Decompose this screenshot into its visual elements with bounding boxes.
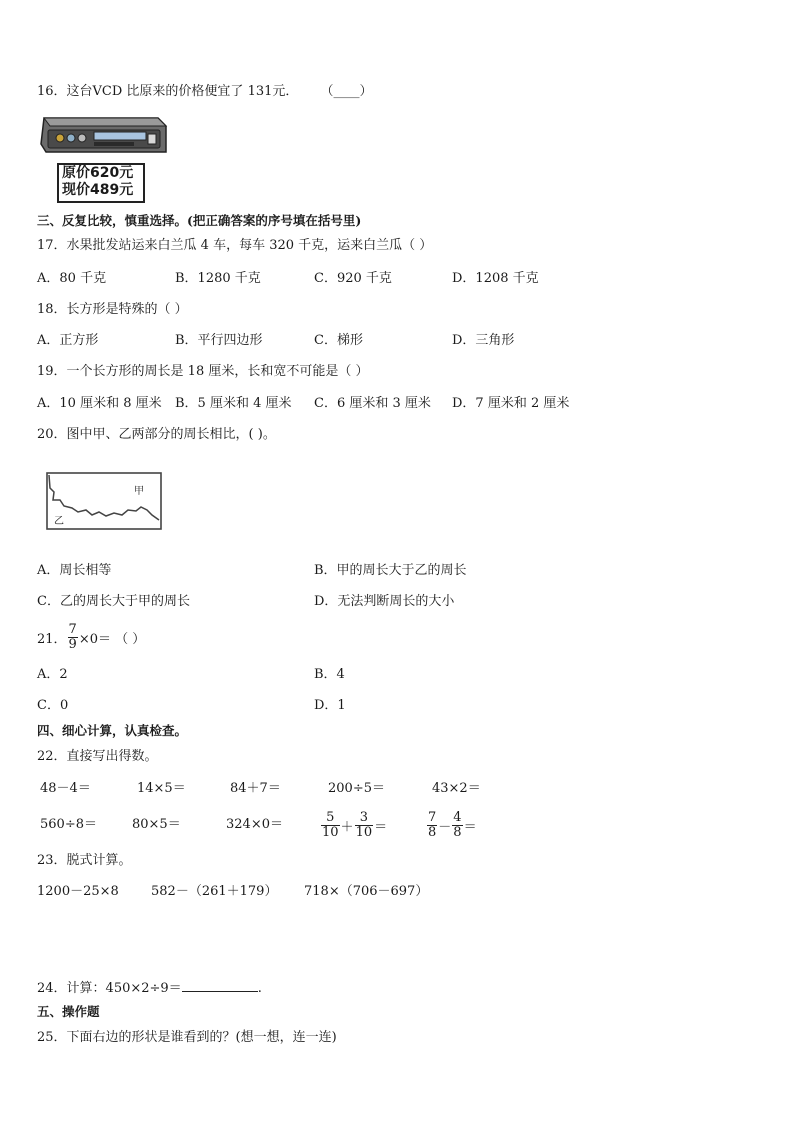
option-18-a[interactable]: A．正方形	[37, 333, 99, 348]
calc-324x0: 324×0＝	[226, 817, 283, 832]
plus-sign: ＋	[340, 819, 354, 835]
question-19-text: 19．一个长方形的周长是 18 厘米，长和宽不可能是（ ）	[37, 364, 369, 379]
section-5-heading: 五、操作题	[37, 1004, 100, 1019]
question-18-text: 18．长方形是特殊的（ ）	[37, 302, 188, 317]
option-21-b[interactable]: B．4	[314, 667, 345, 682]
fraction-3-10: $\frac{3}{10}$	[355, 809, 373, 840]
option-21-d[interactable]: D．1	[314, 698, 346, 713]
question-25-text: 25．下面右边的形状是谁看到的？(想一想，连一连)	[37, 1030, 337, 1045]
fraction-5-10: $\frac{5}{10}$	[322, 809, 339, 840]
question-22-text: 22．直接写出得数。	[37, 749, 158, 764]
price-tag	[57, 163, 145, 203]
expression-23-3: 718×（706－697）	[304, 884, 429, 899]
calc-200/5: 200÷5＝	[328, 781, 385, 796]
current-price: 现价489元	[62, 182, 134, 198]
option-17-b[interactable]: B．1280 千克	[175, 271, 261, 286]
section-4-heading: 四、细心计算，认真检查。	[37, 723, 188, 738]
option-18-d[interactable]: D．三角形	[452, 333, 515, 348]
question-21	[37, 621, 145, 653]
calc-80x5: 80×5＝	[132, 817, 181, 832]
fraction-4-8: $\frac{4}{8}$	[453, 809, 462, 840]
option-18-b[interactable]: B．平行四边形	[175, 333, 263, 348]
option-17-a[interactable]: A．80 千克	[37, 271, 107, 286]
question-20-text: 20．图中甲、乙两部分的周长相比，( )。	[37, 427, 276, 442]
region-jia-label: 甲	[134, 486, 144, 497]
minus-sign: －	[438, 819, 452, 835]
option-19-b[interactable]: B．5 厘米和 4 厘米	[175, 396, 292, 411]
option-20-d[interactable]: D．无法判断周长的大小	[314, 594, 455, 609]
vcd-player-image	[38, 112, 170, 160]
expression-23-2: 582－（261＋179）	[151, 884, 278, 899]
fraction-7-8: $\frac{7}{8}$	[428, 809, 437, 840]
equals-sign: ＝	[374, 819, 388, 835]
option-19-a[interactable]: A．10 厘米和 8 厘米	[37, 396, 162, 411]
section-3-heading: 三、反复比较，慎重选择。(把正确答案的序号填在括号里)	[37, 213, 362, 228]
calc-fraction-difference	[426, 806, 477, 844]
question-16	[37, 84, 373, 100]
calc-560/8: 560÷8＝	[40, 817, 97, 832]
question-23-text: 23．脱式计算。	[37, 853, 132, 868]
original-price: 原价620元	[62, 165, 134, 181]
option-17-d[interactable]: D．1208 千克	[452, 271, 539, 286]
question-24	[37, 978, 262, 997]
question-16-text: 16．这台VCD 比原来的价格便宜了 131元．	[37, 84, 299, 99]
option-18-c[interactable]: C．梯形	[314, 333, 363, 348]
option-21-c[interactable]: C．0	[37, 698, 69, 713]
calc-48-4: 48－4＝	[40, 781, 91, 796]
calc-43x2: 43×2＝	[432, 781, 481, 796]
expression-23-1: 1200－25×8	[37, 884, 119, 899]
option-20-c[interactable]: C．乙的周长大于甲的周长	[37, 594, 190, 609]
option-17-c[interactable]: C．920 千克	[314, 271, 392, 286]
region-yi-label: 乙	[54, 516, 64, 527]
calc-14x5: 14×5＝	[137, 781, 186, 796]
question-17-text: 17．水果批发站运来白兰瓜 4 车，每车 320 千克，运来白兰瓜（ ）	[37, 238, 433, 253]
option-20-b[interactable]: B．甲的周长大于乙的周长	[314, 563, 467, 578]
option-21-a[interactable]: A．2	[37, 667, 68, 682]
question-21-suffix: ×0＝ （ ）	[78, 631, 146, 647]
calc-fraction-sum	[320, 806, 387, 844]
option-19-d[interactable]: D．7 厘米和 2 厘米	[452, 396, 570, 411]
equals-sign: ＝	[463, 819, 477, 835]
question-21-prefix: 21．	[37, 631, 67, 647]
answer-blank-16[interactable]: （____）	[320, 84, 373, 99]
option-20-a[interactable]: A．周长相等	[37, 563, 112, 578]
answer-blank-24[interactable]	[182, 978, 258, 992]
calc-84+7: 84＋7＝	[230, 781, 281, 796]
fraction-7-9: $\frac{7}{9}$	[68, 621, 77, 652]
question-24-end: .	[257, 981, 262, 996]
option-19-c[interactable]: C．6 厘米和 3 厘米	[314, 396, 431, 411]
question-24-text: 24．计算：450×2÷9＝	[37, 981, 182, 996]
